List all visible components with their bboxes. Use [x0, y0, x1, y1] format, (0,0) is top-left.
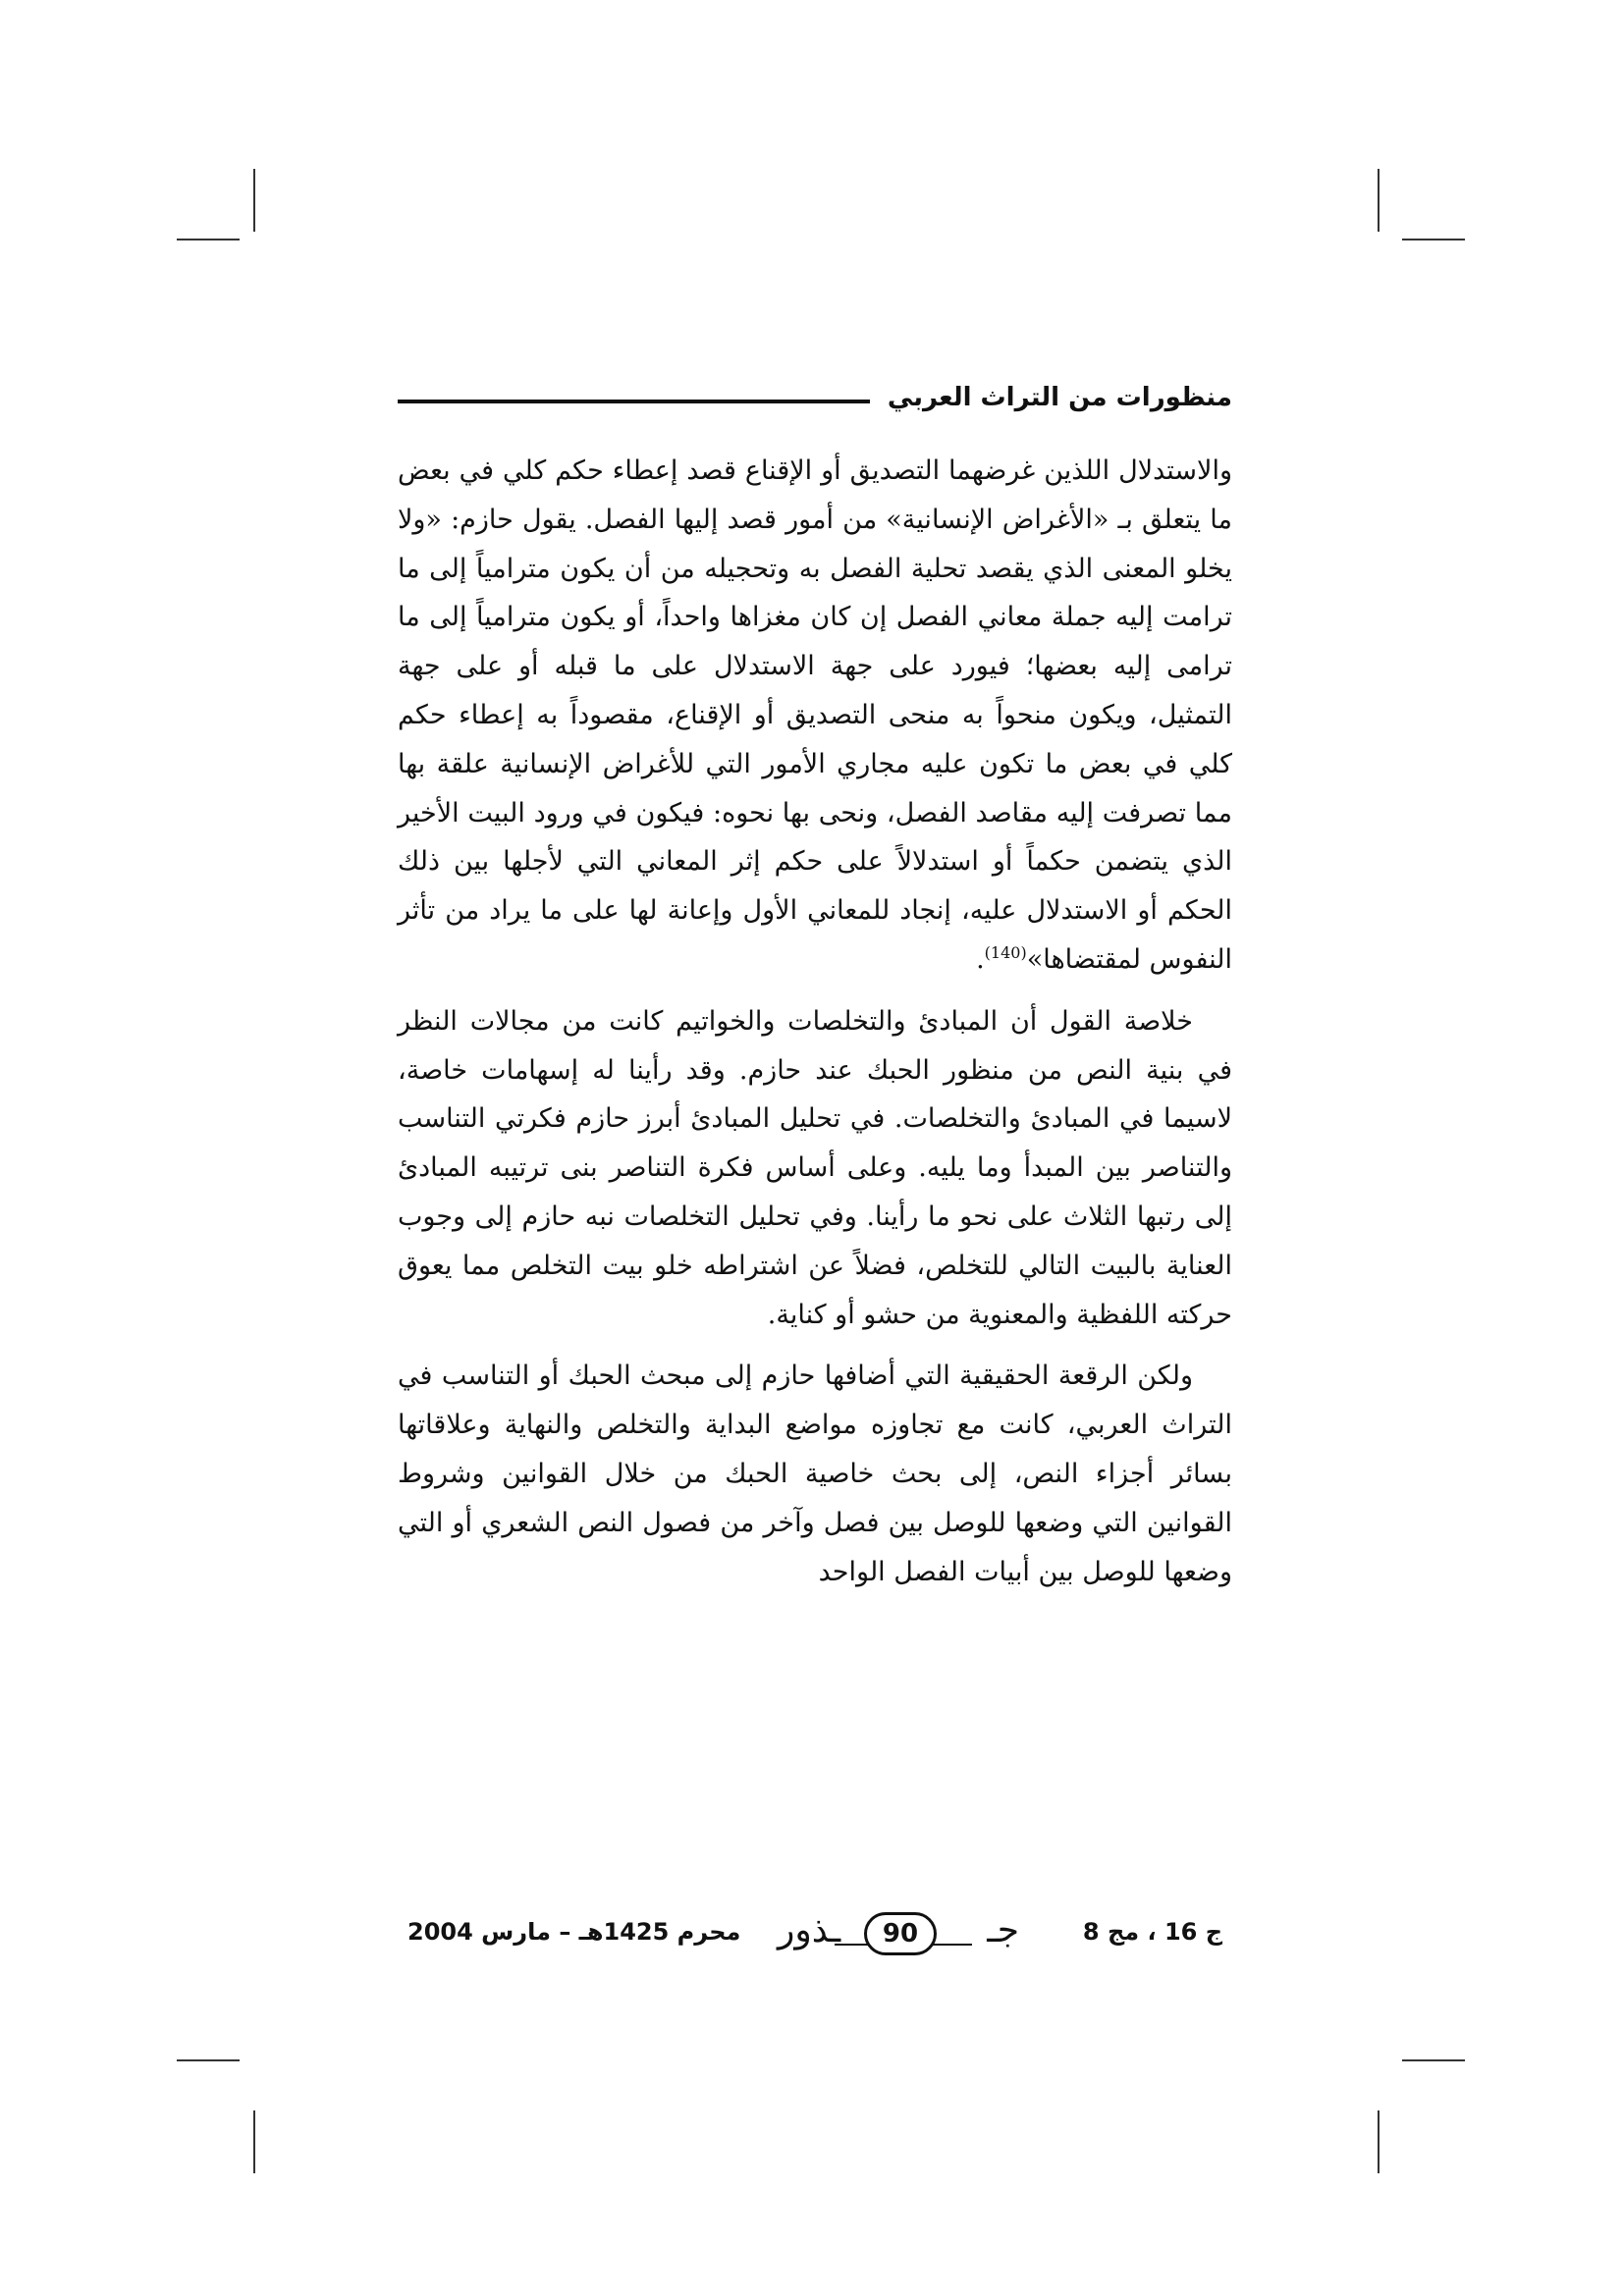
journal-logo-right: جـ — [987, 1910, 1019, 1950]
page-footer — [398, 1904, 1232, 1963]
footer-issue: ج 16 ، مج 8 — [1082, 1918, 1222, 1946]
crop-mark-bottom-left-horizontal — [177, 2059, 240, 2061]
crop-mark-bottom-left-vertical — [253, 2110, 255, 2173]
paragraph-3: ولكن الرقعة الحقيقية التي أضافها حازم إلى مبحث الحبك أو التناسب في التراث العربي، كانت مع تجاوزه مواضع البداية والتخلص والنهاية وعلاقاتها بسائر أجزاء النص، إلى بحث خاصية الحبك من خلال القوانين وشروط القوانين التي وضعها للوصل بين فصل وآخر من فصول النص الشعري أو التي وضعها للوصل بين أبيات الفصل الواحد — [398, 1361, 1232, 1587]
journal-logo-left: ـذور — [778, 1910, 841, 1950]
paragraph-1 — [398, 447, 1232, 985]
crop-mark-top-right-vertical — [1378, 169, 1380, 232]
paragraph-2: خلاصة القول أن المبادئ والتخلصات والخواتيم كانت من مجالات النظر في بنية النص من منظور الحبك عند حازم. وقد رأينا له إسهامات خاصة، لاسيما في المبادئ والتخلصات. في تحليل المبادئ أبرز حازم فكرتي التناسب والتناصر بين المبدأ وما يليه. وعلى أساس فكرة التناصر بنى ترتيبه المبادئ إلى رتبها الثلاث على نحو ما رأينا. وفي تحليل التخلصات نبه حازم إلى وجوب العناية بالبيت التالي للتخلص، فضلاً عن اشتراطه خلو بيت التخلص مما يعوق حركته اللفظية والمعنوية من حشو أو كناية. — [398, 1005, 1232, 1330]
article-body — [398, 447, 1232, 1609]
crop-mark-top-left-horizontal — [177, 239, 240, 240]
crop-mark-top-left-vertical — [253, 169, 255, 232]
header-rule — [398, 400, 870, 403]
paragraph-1-tail: . — [976, 943, 985, 975]
footer-date: محرم 1425هـ – مارس 2004 — [407, 1918, 741, 1946]
footnote-reference: (140) — [984, 942, 1027, 962]
running-header — [398, 378, 1232, 417]
crop-mark-bottom-right-horizontal — [1402, 2059, 1465, 2061]
page-number: 90 — [864, 1912, 937, 1955]
header-title: منظورات من التراث العربي — [887, 383, 1232, 412]
crop-mark-top-right-horizontal — [1402, 239, 1465, 240]
paragraph-1-text: والاستدلال اللذين غرضهما التصديق أو الإقناع قصد إعطاء حكم كلي في بعض ما يتعلق بـ «الأغراض الإنسانية» من أمور قصد إليها الفصل. يقول حازم: «ولا يخلو المعنى الذي يقصد تحلية الفصل به وتحجيله من أن يكون مترامياً إلى ما ترامت إليه جملة معاني الفصل إن كان مغزاها واحداً، أو يكون مترامياً إلى ما ترامى إليه بعضها؛ فيورد على جهة الاستدلال على ما قبله أو على جهة التمثيل، ويكون منحواً به منحى التصديق أو الإقناع، مقصوداً به إعطاء حكم كلي في بعض ما تكون عليه مجاري الأمور التي للأغراض الإنسانية علقة بها مما تصرفت إليه مقاصد الفصل، ونحى بها نحوه: فيكون في ورود البيت الأخير الذي يتضمن حكماً أو استدلالاً على حكم إثر المعاني التي لأجلها بين ذلك الحكم أو الاستدلال عليه، إنجاد للمعاني الأول وإعانة لها على ما يراد من تأثر النفوس لمقتضاها» — [398, 455, 1232, 975]
journal-logo — [766, 1908, 1031, 1959]
crop-mark-bottom-right-vertical — [1378, 2110, 1380, 2173]
